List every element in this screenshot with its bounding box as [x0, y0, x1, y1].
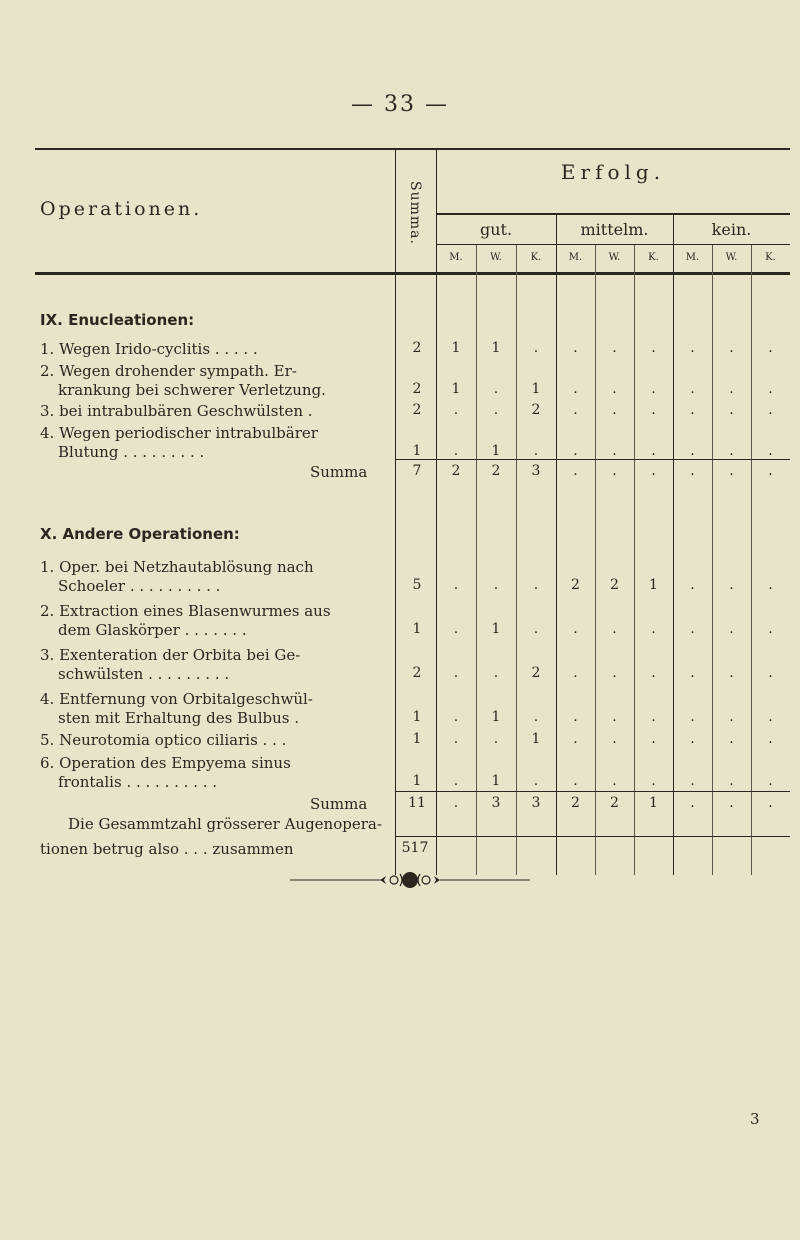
- row-1-3-cell-5: .: [612, 402, 617, 418]
- header-rule: [35, 272, 790, 275]
- row-1-4-cell-3: .: [533, 443, 539, 459]
- subcol-header-7: M.: [685, 252, 700, 263]
- row-label-2-2-2: dem Glaskörper . . . . . . .: [58, 621, 247, 639]
- subcolumn-line: [476, 245, 477, 875]
- row-1-2-cell-5: .: [612, 381, 617, 397]
- row-2-2-cell-6: .: [651, 621, 656, 637]
- row-label-2-1-2: Schoeler . . . . . . . . . .: [58, 577, 221, 595]
- total-2-cell-8: .: [729, 795, 734, 811]
- row-2-5-summa: 1: [412, 731, 422, 747]
- subcol-header-1: M.: [449, 252, 463, 263]
- row-label-1-2-2: krankung bei schwerer Verletzung.: [58, 381, 326, 399]
- row-2-1-cell-9: .: [768, 577, 773, 593]
- subcolumn-line: [516, 245, 517, 875]
- summa-left-line: [395, 150, 396, 875]
- row-1-2-cell-3: 1: [531, 381, 541, 397]
- row-1-4-cell-8: .: [729, 443, 734, 459]
- row-2-2-cell-4: .: [573, 621, 578, 637]
- section-total-rule-2: [395, 791, 790, 792]
- row-2-5-cell-3: 1: [531, 731, 541, 747]
- row-label-2-6-2: frontalis . . . . . . . . . .: [58, 773, 218, 791]
- row-1-4-cell-9: .: [768, 443, 773, 459]
- total-2-cell-3: 3: [531, 795, 541, 811]
- subcol-header-9: K.: [765, 252, 776, 263]
- row-1-4-cell-5: .: [612, 443, 617, 459]
- total-2-cell-6: 1: [649, 795, 658, 811]
- row-1-3-cell-8: .: [729, 402, 734, 418]
- total-2-summa: 11: [408, 795, 426, 811]
- section-title-2: X. Andere Operationen:: [40, 525, 240, 543]
- row-label-2-3-2: schwülsten . . . . . . . . .: [58, 665, 230, 683]
- row-1-2-cell-6: .: [651, 381, 656, 397]
- row-2-1-cell-6: 1: [649, 577, 658, 593]
- section-total-label-2: Summa: [310, 795, 368, 813]
- row-1-1-cell-8: .: [729, 340, 734, 356]
- row-2-4-summa: 1: [412, 709, 422, 725]
- summa-right-line: [436, 150, 437, 875]
- row-2-4-cell-2: 1: [491, 709, 501, 725]
- total-1-cell-6: .: [651, 463, 656, 479]
- page-number: — 33 —: [351, 92, 449, 117]
- row-1-3-cell-9: .: [768, 402, 773, 418]
- row-1-1-cell-3: .: [533, 340, 539, 356]
- total-1-cell-1: 2: [451, 463, 461, 479]
- row-2-2-cell-8: .: [729, 621, 734, 637]
- row-2-2-cell-7: .: [690, 621, 695, 637]
- section-title-1: IX. Enucleationen:: [40, 311, 195, 329]
- footer-number: 3: [750, 1110, 760, 1128]
- row-2-6-cell-6: .: [651, 773, 656, 789]
- row-2-6-cell-8: .: [729, 773, 734, 789]
- row-1-2-cell-2: .: [493, 381, 499, 397]
- row-2-5-cell-5: .: [612, 731, 617, 747]
- row-2-6-cell-3: .: [533, 773, 539, 789]
- row-1-3-cell-6: .: [651, 402, 656, 418]
- row-1-1-cell-7: .: [690, 340, 695, 356]
- conclusion-value: 517: [401, 840, 429, 856]
- row-2-5-cell-2: .: [493, 731, 499, 747]
- row-2-6-cell-5: .: [612, 773, 617, 789]
- row-label-2-4-1: 4. Entfernung von Orbitalgeschwül-: [40, 690, 313, 708]
- subcolumn-line: [712, 245, 713, 875]
- row-2-1-cell-3: .: [533, 577, 539, 593]
- section-total-rule-1: [395, 459, 790, 460]
- row-1-4-cell-2: 1: [491, 443, 501, 459]
- row-label-2-1-1: 1. Oper. bei Netzhautablösung nach: [40, 558, 314, 576]
- group-mittelm: mittelm.: [580, 220, 649, 239]
- row-2-3-cell-1: .: [453, 665, 459, 681]
- conclusion-line-2: tionen betrug also . . . zusammen: [40, 840, 294, 858]
- row-2-4-cell-8: .: [729, 709, 734, 725]
- row-1-3-cell-2: .: [493, 402, 499, 418]
- row-2-1-cell-1: .: [453, 577, 459, 593]
- row-2-3-cell-9: .: [768, 665, 773, 681]
- row-2-3-cell-3: 2: [531, 665, 541, 681]
- row-1-4-summa: 1: [412, 443, 422, 459]
- row-2-3-cell-4: .: [573, 665, 578, 681]
- row-2-5-cell-6: .: [651, 731, 656, 747]
- row-1-1-cell-4: .: [573, 340, 578, 356]
- row-1-2-cell-7: .: [690, 381, 695, 397]
- row-1-3-cell-1: .: [453, 402, 459, 418]
- summa-header: Summa.: [407, 180, 423, 245]
- row-2-2-cell-9: .: [768, 621, 773, 637]
- row-2-4-cell-9: .: [768, 709, 773, 725]
- section-total-label-1: Summa: [310, 463, 368, 481]
- erfolg-header: Erfolg.: [560, 160, 666, 184]
- row-1-2-cell-8: .: [729, 381, 734, 397]
- erfolg-rule: [436, 213, 790, 215]
- total-1-cell-7: .: [690, 463, 695, 479]
- row-2-6-cell-1: .: [453, 773, 459, 789]
- row-1-1-summa: 2: [412, 340, 422, 356]
- total-1-cell-2: 2: [491, 463, 501, 479]
- row-2-1-cell-7: .: [690, 577, 695, 593]
- subcolumn-line: [595, 245, 596, 875]
- row-1-2-cell-4: .: [573, 381, 578, 397]
- total-2-cell-2: 3: [491, 795, 501, 811]
- row-2-2-cell-1: .: [453, 621, 459, 637]
- row-1-1-cell-6: .: [651, 340, 656, 356]
- row-2-3-cell-6: .: [651, 665, 656, 681]
- row-1-1-cell-5: .: [612, 340, 617, 356]
- row-1-4-cell-6: .: [651, 443, 656, 459]
- row-1-4-cell-7: .: [690, 443, 695, 459]
- row-2-5-cell-1: .: [453, 731, 459, 747]
- row-2-6-cell-9: .: [768, 773, 773, 789]
- total-2-cell-7: .: [690, 795, 695, 811]
- mittelm-right-line: [673, 215, 674, 875]
- row-1-4-cell-1: .: [453, 443, 459, 459]
- row-label-1-4-1: 4. Wegen periodischer intrabulbärer: [40, 424, 318, 442]
- row-2-2-cell-5: .: [612, 621, 617, 637]
- subcol-header-5: W.: [608, 252, 621, 263]
- row-2-4-cell-5: .: [612, 709, 617, 725]
- row-2-1-cell-4: 2: [571, 577, 580, 593]
- row-1-3-cell-3: 2: [531, 402, 541, 418]
- row-2-2-cell-3: .: [533, 621, 539, 637]
- total-2-cell-9: .: [768, 795, 773, 811]
- row-1-3-cell-7: .: [690, 402, 695, 418]
- row-2-3-cell-7: .: [690, 665, 695, 681]
- ornament-divider: [290, 868, 530, 892]
- row-2-4-cell-4: .: [573, 709, 578, 725]
- conclusion-line-1: Die Gesammtzahl grösserer Augenopera-: [68, 815, 382, 833]
- total-1-cell-4: .: [573, 463, 578, 479]
- row-2-1-summa: 5: [412, 577, 422, 593]
- row-2-4-cell-1: .: [453, 709, 459, 725]
- gut-right-line: [556, 215, 557, 875]
- subcol-header-4: M.: [568, 252, 583, 263]
- row-1-3-cell-4: .: [573, 402, 578, 418]
- row-2-5-cell-8: .: [729, 731, 734, 747]
- group-gut: gut.: [479, 220, 513, 239]
- row-2-5-cell-4: .: [573, 731, 578, 747]
- row-2-6-summa: 1: [412, 773, 422, 789]
- row-1-4-cell-4: .: [573, 443, 578, 459]
- subcol-header-8: W.: [725, 252, 738, 263]
- total-1-cell-5: .: [612, 463, 617, 479]
- row-2-3-cell-2: .: [493, 665, 499, 681]
- operations-header: Operationen.: [40, 198, 203, 220]
- row-label-2-2-1: 2. Extraction eines Blasenwurmes aus: [40, 602, 331, 620]
- subcol-header-3: K.: [530, 252, 542, 263]
- row-2-3-cell-5: .: [612, 665, 617, 681]
- row-1-2-cell-9: .: [768, 381, 773, 397]
- row-label-2-4-2: sten mit Erhaltung des Bulbus .: [58, 709, 300, 727]
- total-2-cell-5: 2: [610, 795, 619, 811]
- total-1-cell-3: 3: [531, 463, 541, 479]
- row-2-6-cell-7: .: [690, 773, 695, 789]
- row-2-4-cell-7: .: [690, 709, 695, 725]
- row-1-1-cell-2: 1: [491, 340, 501, 356]
- subcolumn-line: [634, 245, 635, 875]
- row-2-5-cell-9: .: [768, 731, 773, 747]
- row-2-5-cell-7: .: [690, 731, 695, 747]
- row-1-3-summa: 2: [412, 402, 422, 418]
- total-1-cell-9: .: [768, 463, 773, 479]
- total-1-summa: 7: [412, 463, 422, 479]
- groups-rule: [436, 244, 790, 245]
- row-2-6-cell-2: 1: [491, 773, 501, 789]
- row-label-2-5-1: 5. Neurotomia optico ciliaris . . .: [40, 731, 287, 749]
- row-2-6-cell-4: .: [573, 773, 578, 789]
- row-2-1-cell-2: .: [493, 577, 499, 593]
- row-2-3-cell-8: .: [729, 665, 734, 681]
- total-2-cell-4: 2: [571, 795, 580, 811]
- subcol-header-2: W.: [490, 252, 502, 263]
- row-2-4-cell-3: .: [533, 709, 539, 725]
- row-label-1-2-1: 2. Wegen drohender sympath. Er-: [40, 362, 297, 380]
- group-kein: kein.: [711, 220, 752, 239]
- row-1-2-summa: 2: [412, 381, 422, 397]
- row-label-2-3-1: 3. Exenteration der Orbita bei Ge-: [40, 646, 301, 664]
- subcolumn-line: [751, 245, 752, 875]
- row-2-3-summa: 2: [412, 665, 422, 681]
- row-label-2-6-1: 6. Operation des Empyema sinus: [40, 754, 291, 772]
- subcol-header-6: K.: [648, 252, 659, 263]
- row-2-2-cell-2: 1: [491, 621, 501, 637]
- row-2-2-summa: 1: [412, 621, 422, 637]
- row-1-1-cell-1: 1: [451, 340, 461, 356]
- row-label-1-3-1: 3. bei intrabulbären Geschwülsten .: [40, 402, 313, 420]
- row-label-1-4-2: Blutung . . . . . . . . .: [58, 443, 205, 461]
- conclusion-rule: [395, 836, 790, 837]
- total-1-cell-8: .: [729, 463, 734, 479]
- row-1-2-cell-1: 1: [451, 381, 461, 397]
- row-label-1-1-1: 1. Wegen Irido-cyclitis . . . . .: [40, 340, 258, 358]
- row-1-1-cell-9: .: [768, 340, 773, 356]
- row-2-1-cell-5: 2: [610, 577, 619, 593]
- row-2-1-cell-8: .: [729, 577, 734, 593]
- total-2-cell-1: .: [453, 795, 459, 811]
- row-2-4-cell-6: .: [651, 709, 656, 725]
